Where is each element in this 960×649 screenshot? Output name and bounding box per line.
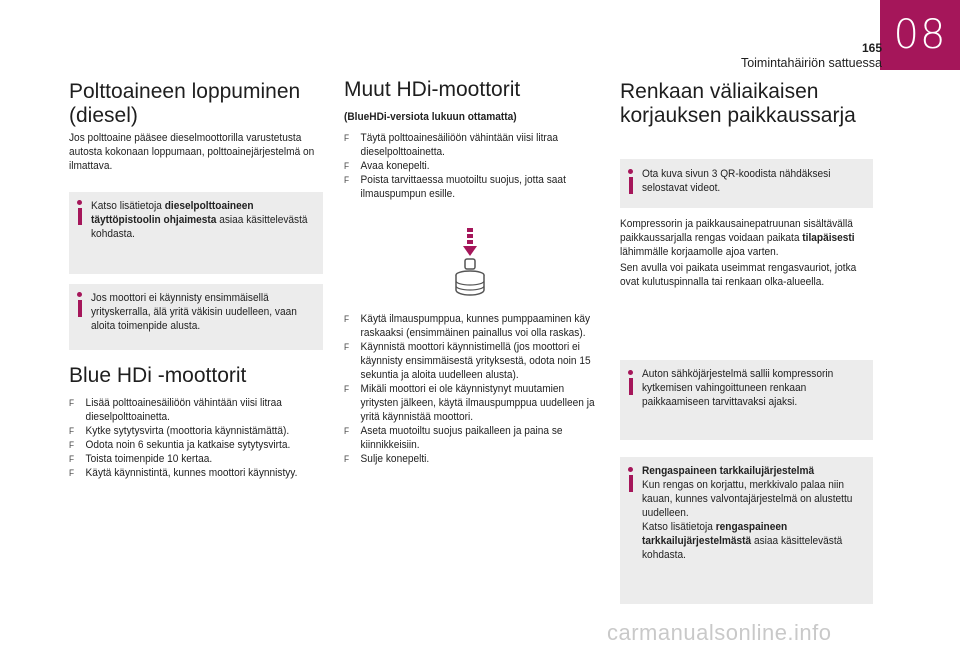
list-item: F Käynnistä moottori käynnistimellä (jos moottori ei käynnisty ensimmäisestä yrityksestä, odota noin 15 sekuntia ja aloita uudelleen alusta).: [344, 341, 591, 381]
info-text: Jos moottori ei käynnisty ensimmäisellä yrityskerralla, älä yritä väkisin uudelleen, vaan aloita toimenpide alusta.: [91, 292, 297, 332]
list-item: F Aseta muotoiltu suojus paikalleen ja paina se kiinnikkeisiin.: [344, 425, 563, 451]
info-box-restart: [69, 284, 323, 350]
bullet-icon: F: [344, 175, 350, 185]
priming-pump-icon: [450, 226, 494, 302]
bullet-icon: F: [344, 426, 350, 436]
info-icon: [77, 292, 83, 317]
info-box-tpms: [620, 457, 873, 604]
list-item: F Lisää polttoainesäiliöön vähintään viisi litraa dieselpolttoainetta.: [69, 397, 282, 423]
bullet-icon: F: [344, 454, 350, 464]
info-text: Auton sähköjärjestelmä sallii kompressorin kytkemisen vahingoittuneen renkaan paikkaamiseen tarvittavaksi ajaksi.: [642, 368, 834, 408]
bullet-icon: F: [69, 440, 75, 450]
blue-hdi-title: Blue HDi -moottorit: [69, 364, 247, 387]
bullet-icon: F: [344, 314, 350, 324]
info-icon: [628, 370, 634, 395]
info-text: Rengaspaineen tarkkailujärjestelmä Kun rengas on korjattu, merkkivalo palaa niin kauan, kunnes valvontajärjestelmä on alustettu uudelleen. Katso lisätietoja rengaspaineen tarkkailujärjestelmästä asiaa käsittelevästä kohdasta.: [642, 465, 853, 561]
info-text: Katso lisätietoja dieselpolttoaineen täyttöpistoolin ohjaimesta asiaa käsittelevästä kohdasta.: [91, 200, 308, 240]
list-item: F Sulje konepelti.: [344, 453, 430, 465]
bullet-icon: F: [69, 426, 75, 436]
chapter-number-tab: 08: [880, 0, 960, 70]
tyre-repair-kit-title: Renkaan väliaikaisen korjauksen paikkaussarja: [620, 80, 856, 127]
bullet-icon: F: [344, 384, 350, 394]
list-item: F Avaa konepelti.: [344, 160, 430, 172]
list-item: F Käytä ilmauspumppua, kunnes pumppaaminen käy raskaaksi (ensimmäinen painallus voi olla raskas).: [344, 313, 591, 339]
other-hdi-steps-b: [344, 312, 600, 466]
blue-hdi-steps: [69, 396, 317, 480]
info-icon: [628, 467, 634, 492]
bullet-icon: F: [344, 161, 350, 171]
page-number: 165: [861, 41, 882, 55]
list-item: F Kytke sytytysvirta (moottoria käynnistämättä).: [69, 425, 290, 437]
list-item: F Odota noin 6 sekuntia ja katkaise sytytysvirta.: [69, 439, 291, 451]
section-title: Toimintahäiriön sattuessa: [740, 56, 882, 70]
other-hdi-steps-a: [344, 131, 592, 201]
info-box-compressor: [620, 360, 873, 440]
fuel-runout-intro: Jos polttoaine pääsee dieselmoottorilla varustetusta autosta kokonaan loppumaan, polttoainejärjestelmä on ilmattava.: [69, 132, 315, 172]
list-item: F Täytä polttoainesäiliöön vähintään viisi litraa dieselpolttoainetta.: [344, 132, 559, 158]
list-item: F Toista toimenpide 10 kertaa.: [69, 453, 213, 465]
info-text: Ota kuva sivun 3 QR-koodista nähdäksesi selostavat videot.: [642, 168, 831, 194]
watermark: carmanualsonline.info: [607, 620, 832, 645]
list-item: F Mikäli moottori ei ole käynnistynyt muutamien yritysten jälkeen, käytä ilmauspumppua uudelleen ja yritä käynnistää moottori.: [344, 383, 595, 423]
info-box-fuel-nozzle: [69, 192, 323, 274]
info-box-qr: [620, 159, 873, 208]
other-hdi-note: (BlueHDi-versiota lukuun ottamatta): [344, 111, 517, 123]
tyre-repair-body-2: Sen avulla voi paikata useimmat rengasvauriot, jotka ovat kulutuspinnalla tai renkaan olka-alueella.: [620, 262, 857, 288]
bullet-icon: F: [69, 398, 75, 408]
bullet-icon: F: [69, 454, 75, 464]
bullet-icon: F: [344, 342, 350, 352]
bullet-icon: F: [344, 133, 350, 143]
tpms-heading: Rengaspaineen tarkkailujärjestelmä: [642, 465, 815, 477]
info-icon: [628, 169, 634, 194]
tyre-repair-body-1: Kompressorin ja paikkausainepatruunan sisältävällä paikkaussarjalla rengas voidaan paikata tilapäisesti lähimmälle korjaamolle ajoa varten.: [620, 218, 855, 258]
other-hdi-title: Muut HDi-moottorit: [344, 78, 521, 101]
list-item: F Poista tarvittaessa muotoiltu suojus, jotta saat ilmauspumpun esille.: [344, 174, 566, 200]
info-icon: [77, 200, 83, 225]
bullet-icon: F: [69, 468, 75, 478]
fuel-runout-title: Polttoaineen loppuminen (diesel): [69, 80, 301, 127]
list-item: F Käytä käynnistintä, kunnes moottori käynnistyy.: [69, 467, 298, 479]
